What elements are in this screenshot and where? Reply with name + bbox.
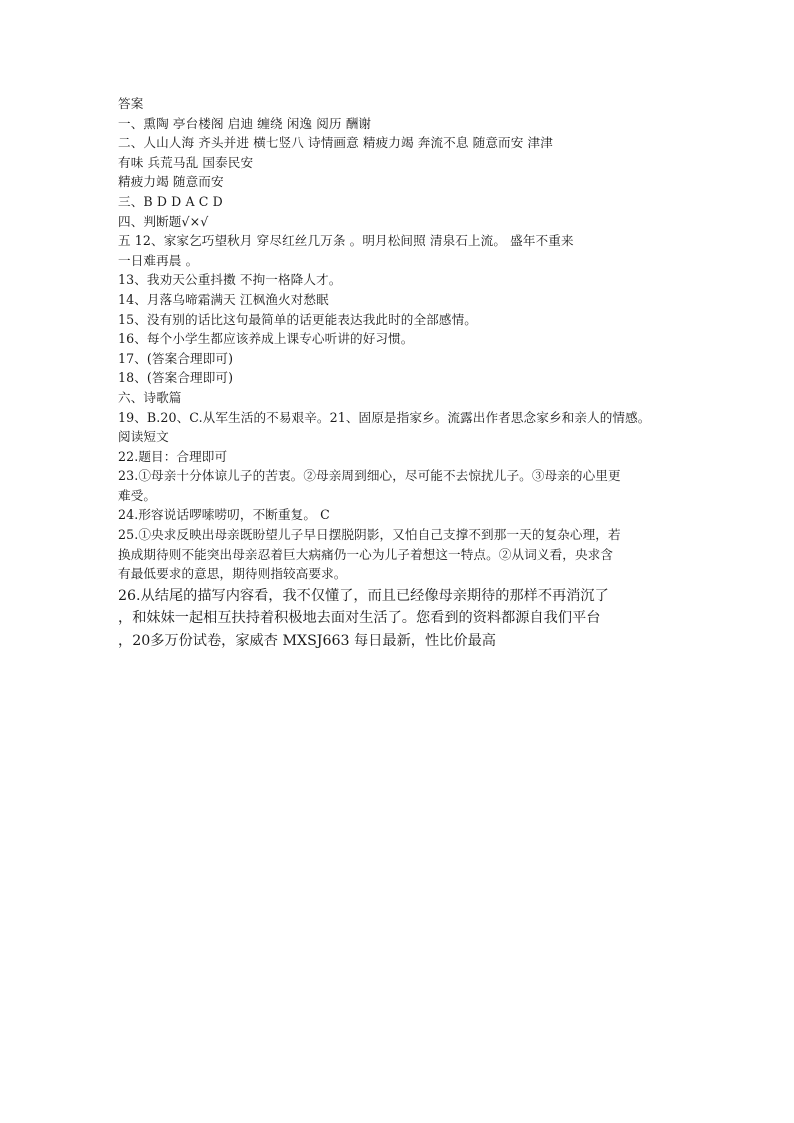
section-5-answer-12-line-1: 五 12、家家乞巧望秋月 穿尽红丝几万条 。明月松间照 清泉石上流。 盛年不重来	[118, 233, 574, 249]
answer-23-line-2: 难受。	[118, 487, 157, 503]
section-4-answers: 四、判断题√×√	[118, 213, 209, 229]
answer-25-line-2: 换成期待则不能突出母亲忍着巨大病痛仍一心为儿子着想这一特点。②从词义看，央求含	[118, 546, 614, 562]
answer-26-line-3: ，20多万份试卷，家威杏 MXSJ663 每日最新，性比价最高	[118, 632, 496, 649]
section-2-answers-line-1: 二、人山人海 齐头并进 横七竖八 诗情画意 精疲力竭 奔流不息 随意而安 津津	[118, 135, 553, 151]
answer-25-line-3: 有最低要求的意思，期待则指较高要求。	[118, 566, 347, 582]
doc-heading: 答案	[118, 96, 144, 111]
answer-15: 15、没有别的话比这句最简单的话更能表达我此时的全部感情。	[118, 311, 477, 327]
answer-13: 13、我劝天公重抖擞 不拘一格降人才。	[118, 272, 342, 288]
answer-25-line-1: 25.①央求反映出母亲既盼望儿子早日摆脱阴影，又怕自己支撑不到那一天的复杂心理，若	[118, 527, 621, 543]
answer-22: 22.题目：合理即可	[118, 448, 228, 464]
answer-document	[118, 94, 680, 652]
section-6-heading: 六、诗歌篇	[118, 389, 182, 405]
answer-17: 17、(答案合理即可)	[118, 350, 234, 366]
answer-26-line-2: ，和妹妹一起相互扶持着积极地去面对生活了。您看到的资料都源自我们平台	[118, 610, 601, 627]
answer-14: 14、月落乌啼霜满天 江枫渔火对愁眠	[118, 291, 329, 307]
answer-23-line-1: 23.①母亲十分体谅儿子的苦衷。②母亲周到细心，尽可能不去惊扰儿子。③母亲的心里更	[118, 468, 621, 484]
reading-heading: 阅读短文	[118, 429, 169, 445]
answer-26-line-1: 26.从结尾的描写内容看，我不仅懂了，而且已经像母亲期待的那样不再消沉了	[118, 587, 609, 604]
section-2-answers-line-3: 精疲力竭 随意而安	[118, 174, 224, 190]
answers-19-21: 19、B.20、C.从军生活的不易艰辛。21、固原是指家乡。流露出作者思念家乡和亲人的情感。	[118, 409, 651, 425]
answer-16: 16、每个小学生都应该养成上课专心听讲的好习惯。	[118, 331, 414, 347]
section-1-answers: 一、熏陶 亭台楼阁 启迪 缠绕 闲逸 阅历 酬谢	[118, 115, 372, 131]
section-2-answers-line-2: 有味 兵荒马乱 国泰民安	[118, 154, 254, 170]
section-5-answer-12-line-2: 一日难再晨 。	[118, 252, 199, 268]
section-3-answers: 三、B D D A C D	[118, 193, 223, 209]
answer-24: 24.形容说话啰嗦唠叨，不断重复。 C	[118, 507, 330, 523]
answer-18: 18、(答案合理即可)	[118, 370, 234, 386]
